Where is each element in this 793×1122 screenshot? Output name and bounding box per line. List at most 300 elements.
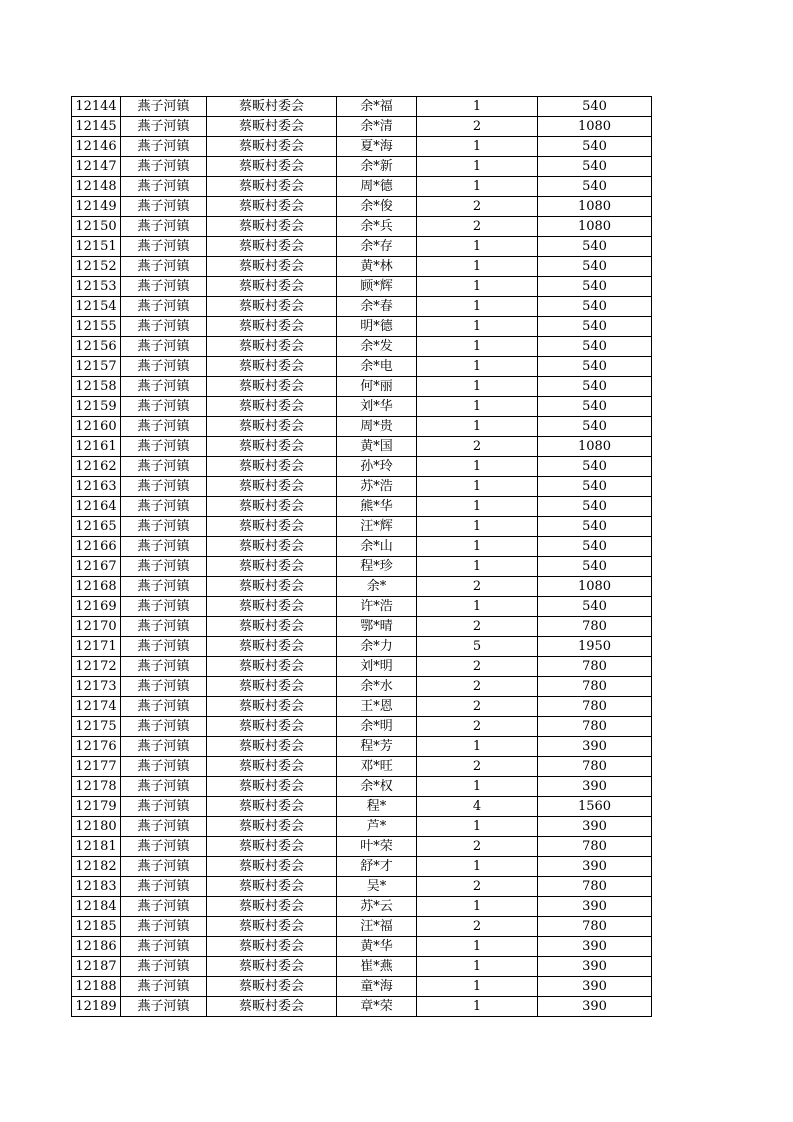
row-number-cell: 12175 — [72, 717, 121, 737]
village-committee-cell: 蔡畈村委会 — [207, 637, 337, 657]
village-committee-cell: 蔡畈村委会 — [207, 897, 337, 917]
name-cell: 王*恩 — [337, 697, 417, 717]
row-number-cell: 12153 — [72, 277, 121, 297]
row-number-cell: 12144 — [72, 97, 121, 117]
row-number-cell: 12154 — [72, 297, 121, 317]
count-cell: 1 — [417, 737, 538, 757]
name-cell: 黄*国 — [337, 437, 417, 457]
count-cell: 2 — [417, 117, 538, 137]
name-cell: 余*山 — [337, 537, 417, 557]
count-cell: 1 — [417, 977, 538, 997]
village-committee-cell: 蔡畈村委会 — [207, 917, 337, 937]
village-committee-cell: 蔡畈村委会 — [207, 277, 337, 297]
amount-cell: 780 — [538, 677, 652, 697]
count-cell: 1 — [417, 537, 538, 557]
row-number-cell: 12158 — [72, 377, 121, 397]
count-cell: 1 — [417, 497, 538, 517]
count-cell: 1 — [417, 957, 538, 977]
village-committee-cell: 蔡畈村委会 — [207, 677, 337, 697]
amount-cell: 540 — [538, 177, 652, 197]
town-cell: 燕子河镇 — [121, 217, 207, 237]
village-committee-cell: 蔡畈村委会 — [207, 997, 337, 1017]
row-number-cell: 12164 — [72, 497, 121, 517]
name-cell: 顾*辉 — [337, 277, 417, 297]
count-cell: 2 — [417, 197, 538, 217]
name-cell: 芦* — [337, 817, 417, 837]
table-row — [72, 777, 652, 797]
name-cell: 崔*燕 — [337, 957, 417, 977]
town-cell: 燕子河镇 — [121, 817, 207, 837]
amount-cell: 780 — [538, 697, 652, 717]
count-cell: 1 — [417, 997, 538, 1017]
count-cell: 1 — [417, 337, 538, 357]
count-cell: 2 — [417, 617, 538, 637]
table-row — [72, 517, 652, 537]
table-row — [72, 177, 652, 197]
town-cell: 燕子河镇 — [121, 657, 207, 677]
name-cell: 余*福 — [337, 97, 417, 117]
village-committee-cell: 蔡畈村委会 — [207, 97, 337, 117]
row-number-cell: 12181 — [72, 837, 121, 857]
row-number-cell: 12146 — [72, 137, 121, 157]
village-committee-cell: 蔡畈村委会 — [207, 397, 337, 417]
table-row — [72, 297, 652, 317]
name-cell: 余*清 — [337, 117, 417, 137]
town-cell: 燕子河镇 — [121, 757, 207, 777]
amount-cell: 540 — [538, 337, 652, 357]
village-committee-cell: 蔡畈村委会 — [207, 617, 337, 637]
town-cell: 燕子河镇 — [121, 177, 207, 197]
table-row — [72, 617, 652, 637]
village-committee-cell: 蔡畈村委会 — [207, 657, 337, 677]
table-row — [72, 717, 652, 737]
town-cell: 燕子河镇 — [121, 417, 207, 437]
village-committee-cell: 蔡畈村委会 — [207, 357, 337, 377]
amount-cell: 390 — [538, 937, 652, 957]
count-cell: 2 — [417, 717, 538, 737]
name-cell: 余* — [337, 577, 417, 597]
table-row — [72, 917, 652, 937]
table-row — [72, 737, 652, 757]
count-cell: 1 — [417, 557, 538, 577]
town-cell: 燕子河镇 — [121, 137, 207, 157]
village-committee-cell: 蔡畈村委会 — [207, 297, 337, 317]
village-committee-cell: 蔡畈村委会 — [207, 417, 337, 437]
amount-cell: 540 — [538, 417, 652, 437]
table-row — [72, 377, 652, 397]
table-row — [72, 277, 652, 297]
row-number-cell: 12165 — [72, 517, 121, 537]
row-number-cell: 12161 — [72, 437, 121, 457]
amount-cell: 390 — [538, 737, 652, 757]
name-cell: 周*德 — [337, 177, 417, 197]
amount-cell: 780 — [538, 877, 652, 897]
town-cell: 燕子河镇 — [121, 257, 207, 277]
town-cell: 燕子河镇 — [121, 937, 207, 957]
table-row — [72, 197, 652, 217]
amount-cell: 540 — [538, 357, 652, 377]
village-committee-cell: 蔡畈村委会 — [207, 737, 337, 757]
table-body — [72, 97, 652, 1017]
name-cell: 余*新 — [337, 157, 417, 177]
name-cell: 何*丽 — [337, 377, 417, 397]
town-cell: 燕子河镇 — [121, 997, 207, 1017]
village-committee-cell: 蔡畈村委会 — [207, 317, 337, 337]
count-cell: 2 — [417, 657, 538, 677]
village-committee-cell: 蔡畈村委会 — [207, 457, 337, 477]
amount-cell: 780 — [538, 757, 652, 777]
table-row — [72, 817, 652, 837]
name-cell: 余*电 — [337, 357, 417, 377]
amount-cell: 540 — [538, 457, 652, 477]
village-committee-cell: 蔡畈村委会 — [207, 437, 337, 457]
village-committee-cell: 蔡畈村委会 — [207, 497, 337, 517]
name-cell: 余*权 — [337, 777, 417, 797]
table-row — [72, 257, 652, 277]
count-cell: 1 — [417, 237, 538, 257]
name-cell: 余*春 — [337, 297, 417, 317]
town-cell: 燕子河镇 — [121, 377, 207, 397]
town-cell: 燕子河镇 — [121, 777, 207, 797]
town-cell: 燕子河镇 — [121, 157, 207, 177]
town-cell: 燕子河镇 — [121, 277, 207, 297]
table-row — [72, 317, 652, 337]
village-committee-cell: 蔡畈村委会 — [207, 877, 337, 897]
row-number-cell: 12160 — [72, 417, 121, 437]
row-number-cell: 12157 — [72, 357, 121, 377]
count-cell: 2 — [417, 677, 538, 697]
amount-cell: 540 — [538, 377, 652, 397]
row-number-cell: 12151 — [72, 237, 121, 257]
village-committee-cell: 蔡畈村委会 — [207, 517, 337, 537]
row-number-cell: 12187 — [72, 957, 121, 977]
name-cell: 余*水 — [337, 677, 417, 697]
row-number-cell: 12159 — [72, 397, 121, 417]
table-row — [72, 237, 652, 257]
row-number-cell: 12180 — [72, 817, 121, 837]
name-cell: 孙*玲 — [337, 457, 417, 477]
amount-cell: 540 — [538, 97, 652, 117]
amount-cell: 540 — [538, 597, 652, 617]
village-committee-cell: 蔡畈村委会 — [207, 137, 337, 157]
row-number-cell: 12155 — [72, 317, 121, 337]
table-row — [72, 997, 652, 1017]
name-cell: 舒*才 — [337, 857, 417, 877]
table-row — [72, 497, 652, 517]
village-committee-cell: 蔡畈村委会 — [207, 697, 337, 717]
name-cell: 程*珍 — [337, 557, 417, 577]
table-row — [72, 337, 652, 357]
name-cell: 余*力 — [337, 637, 417, 657]
town-cell: 燕子河镇 — [121, 117, 207, 137]
count-cell: 1 — [417, 817, 538, 837]
count-cell: 2 — [417, 877, 538, 897]
name-cell: 余*兵 — [337, 217, 417, 237]
table-row — [72, 977, 652, 997]
town-cell: 燕子河镇 — [121, 877, 207, 897]
town-cell: 燕子河镇 — [121, 697, 207, 717]
town-cell: 燕子河镇 — [121, 577, 207, 597]
row-number-cell: 12184 — [72, 897, 121, 917]
amount-cell: 1080 — [538, 217, 652, 237]
row-number-cell: 12170 — [72, 617, 121, 637]
count-cell: 1 — [417, 357, 538, 377]
name-cell: 吴* — [337, 877, 417, 897]
name-cell: 余*发 — [337, 337, 417, 357]
amount-cell: 390 — [538, 897, 652, 917]
amount-cell: 1080 — [538, 197, 652, 217]
village-committee-cell: 蔡畈村委会 — [207, 797, 337, 817]
row-number-cell: 12150 — [72, 217, 121, 237]
row-number-cell: 12168 — [72, 577, 121, 597]
amount-cell: 780 — [538, 617, 652, 637]
name-cell: 苏*浩 — [337, 477, 417, 497]
name-cell: 苏*云 — [337, 897, 417, 917]
name-cell: 许*浩 — [337, 597, 417, 617]
table-row — [72, 957, 652, 977]
row-number-cell: 12178 — [72, 777, 121, 797]
count-cell: 1 — [417, 317, 538, 337]
amount-cell: 540 — [538, 477, 652, 497]
table-row — [72, 357, 652, 377]
row-number-cell: 12147 — [72, 157, 121, 177]
village-committee-cell: 蔡畈村委会 — [207, 977, 337, 997]
table-row — [72, 397, 652, 417]
table-row — [72, 437, 652, 457]
table-row — [72, 577, 652, 597]
count-cell: 2 — [417, 217, 538, 237]
town-cell: 燕子河镇 — [121, 737, 207, 757]
village-committee-cell: 蔡畈村委会 — [207, 717, 337, 737]
amount-cell: 540 — [538, 297, 652, 317]
count-cell: 1 — [417, 897, 538, 917]
amount-cell: 780 — [538, 657, 652, 677]
count-cell: 1 — [417, 97, 538, 117]
town-cell: 燕子河镇 — [121, 837, 207, 857]
table-row — [72, 217, 652, 237]
village-committee-cell: 蔡畈村委会 — [207, 217, 337, 237]
town-cell: 燕子河镇 — [121, 617, 207, 637]
table-row — [72, 697, 652, 717]
row-number-cell: 12162 — [72, 457, 121, 477]
count-cell: 1 — [417, 137, 538, 157]
name-cell: 汪*福 — [337, 917, 417, 937]
table-row — [72, 657, 652, 677]
village-committee-cell: 蔡畈村委会 — [207, 757, 337, 777]
row-number-cell: 12172 — [72, 657, 121, 677]
table-row — [72, 137, 652, 157]
village-committee-cell: 蔡畈村委会 — [207, 597, 337, 617]
amount-cell: 540 — [538, 317, 652, 337]
count-cell: 1 — [417, 377, 538, 397]
town-cell: 燕子河镇 — [121, 517, 207, 537]
table-row — [72, 757, 652, 777]
town-cell: 燕子河镇 — [121, 477, 207, 497]
village-committee-cell: 蔡畈村委会 — [207, 557, 337, 577]
count-cell: 2 — [417, 917, 538, 937]
amount-cell: 1560 — [538, 797, 652, 817]
town-cell: 燕子河镇 — [121, 637, 207, 657]
row-number-cell: 12174 — [72, 697, 121, 717]
name-cell: 余*存 — [337, 237, 417, 257]
count-cell: 1 — [417, 857, 538, 877]
table-row — [72, 877, 652, 897]
table-row — [72, 837, 652, 857]
count-cell: 5 — [417, 637, 538, 657]
town-cell: 燕子河镇 — [121, 457, 207, 477]
amount-cell: 540 — [538, 557, 652, 577]
town-cell: 燕子河镇 — [121, 597, 207, 617]
row-number-cell: 12163 — [72, 477, 121, 497]
village-committee-cell: 蔡畈村委会 — [207, 477, 337, 497]
name-cell: 余*俊 — [337, 197, 417, 217]
count-cell: 4 — [417, 797, 538, 817]
row-number-cell: 12189 — [72, 997, 121, 1017]
count-cell: 2 — [417, 437, 538, 457]
amount-cell: 540 — [538, 497, 652, 517]
count-cell: 1 — [417, 937, 538, 957]
village-committee-cell: 蔡畈村委会 — [207, 377, 337, 397]
table-row — [72, 897, 652, 917]
table-row — [72, 157, 652, 177]
town-cell: 燕子河镇 — [121, 497, 207, 517]
table-row — [72, 677, 652, 697]
amount-cell: 390 — [538, 777, 652, 797]
count-cell: 1 — [417, 297, 538, 317]
village-committee-cell: 蔡畈村委会 — [207, 117, 337, 137]
town-cell: 燕子河镇 — [121, 397, 207, 417]
village-committee-cell: 蔡畈村委会 — [207, 957, 337, 977]
town-cell: 燕子河镇 — [121, 677, 207, 697]
amount-cell: 1080 — [538, 437, 652, 457]
town-cell: 燕子河镇 — [121, 337, 207, 357]
table-row — [72, 477, 652, 497]
name-cell: 汪*辉 — [337, 517, 417, 537]
town-cell: 燕子河镇 — [121, 357, 207, 377]
amount-cell: 1080 — [538, 577, 652, 597]
data-table — [71, 96, 652, 1017]
amount-cell: 390 — [538, 957, 652, 977]
table-row — [72, 857, 652, 877]
town-cell: 燕子河镇 — [121, 857, 207, 877]
town-cell: 燕子河镇 — [121, 237, 207, 257]
table-row — [72, 537, 652, 557]
count-cell: 1 — [417, 157, 538, 177]
name-cell: 童*海 — [337, 977, 417, 997]
name-cell: 周*贵 — [337, 417, 417, 437]
town-cell: 燕子河镇 — [121, 977, 207, 997]
count-cell: 2 — [417, 697, 538, 717]
count-cell: 1 — [417, 597, 538, 617]
town-cell: 燕子河镇 — [121, 557, 207, 577]
count-cell: 1 — [417, 397, 538, 417]
table-row — [72, 117, 652, 137]
village-committee-cell: 蔡畈村委会 — [207, 197, 337, 217]
table-row — [72, 417, 652, 437]
town-cell: 燕子河镇 — [121, 437, 207, 457]
village-committee-cell: 蔡畈村委会 — [207, 777, 337, 797]
amount-cell: 540 — [538, 517, 652, 537]
row-number-cell: 12167 — [72, 557, 121, 577]
row-number-cell: 12183 — [72, 877, 121, 897]
village-committee-cell: 蔡畈村委会 — [207, 937, 337, 957]
name-cell: 程*芳 — [337, 737, 417, 757]
count-cell: 1 — [417, 777, 538, 797]
amount-cell: 390 — [538, 857, 652, 877]
row-number-cell: 12188 — [72, 977, 121, 997]
name-cell: 黄*林 — [337, 257, 417, 277]
row-number-cell: 12145 — [72, 117, 121, 137]
row-number-cell: 12148 — [72, 177, 121, 197]
amount-cell: 780 — [538, 717, 652, 737]
name-cell: 熊*华 — [337, 497, 417, 517]
amount-cell: 390 — [538, 997, 652, 1017]
amount-cell: 1950 — [538, 637, 652, 657]
amount-cell: 390 — [538, 817, 652, 837]
table-row — [72, 597, 652, 617]
row-number-cell: 12173 — [72, 677, 121, 697]
amount-cell: 540 — [538, 277, 652, 297]
name-cell: 章*荣 — [337, 997, 417, 1017]
row-number-cell: 12152 — [72, 257, 121, 277]
village-committee-cell: 蔡畈村委会 — [207, 537, 337, 557]
row-number-cell: 12171 — [72, 637, 121, 657]
town-cell: 燕子河镇 — [121, 297, 207, 317]
amount-cell: 540 — [538, 237, 652, 257]
count-cell: 1 — [417, 257, 538, 277]
row-number-cell: 12182 — [72, 857, 121, 877]
row-number-cell: 12179 — [72, 797, 121, 817]
village-committee-cell: 蔡畈村委会 — [207, 237, 337, 257]
table-row — [72, 797, 652, 817]
count-cell: 2 — [417, 837, 538, 857]
town-cell: 燕子河镇 — [121, 317, 207, 337]
town-cell: 燕子河镇 — [121, 97, 207, 117]
town-cell: 燕子河镇 — [121, 897, 207, 917]
amount-cell: 780 — [538, 837, 652, 857]
row-number-cell: 12156 — [72, 337, 121, 357]
name-cell: 夏*海 — [337, 137, 417, 157]
count-cell: 1 — [417, 177, 538, 197]
town-cell: 燕子河镇 — [121, 537, 207, 557]
town-cell: 燕子河镇 — [121, 197, 207, 217]
name-cell: 邓*旺 — [337, 757, 417, 777]
amount-cell: 540 — [538, 157, 652, 177]
amount-cell: 390 — [538, 977, 652, 997]
count-cell: 1 — [417, 517, 538, 537]
count-cell: 1 — [417, 477, 538, 497]
name-cell: 鄂*晴 — [337, 617, 417, 637]
village-committee-cell: 蔡畈村委会 — [207, 337, 337, 357]
table-row — [72, 637, 652, 657]
count-cell: 1 — [417, 417, 538, 437]
count-cell: 2 — [417, 577, 538, 597]
name-cell: 刘*明 — [337, 657, 417, 677]
name-cell: 程* — [337, 797, 417, 817]
name-cell: 刘*华 — [337, 397, 417, 417]
name-cell: 黄*华 — [337, 937, 417, 957]
row-number-cell: 12177 — [72, 757, 121, 777]
town-cell: 燕子河镇 — [121, 797, 207, 817]
count-cell: 1 — [417, 457, 538, 477]
table-row — [72, 937, 652, 957]
name-cell: 明*德 — [337, 317, 417, 337]
village-committee-cell: 蔡畈村委会 — [207, 817, 337, 837]
village-committee-cell: 蔡畈村委会 — [207, 857, 337, 877]
amount-cell: 540 — [538, 397, 652, 417]
name-cell: 叶*荣 — [337, 837, 417, 857]
village-committee-cell: 蔡畈村委会 — [207, 177, 337, 197]
